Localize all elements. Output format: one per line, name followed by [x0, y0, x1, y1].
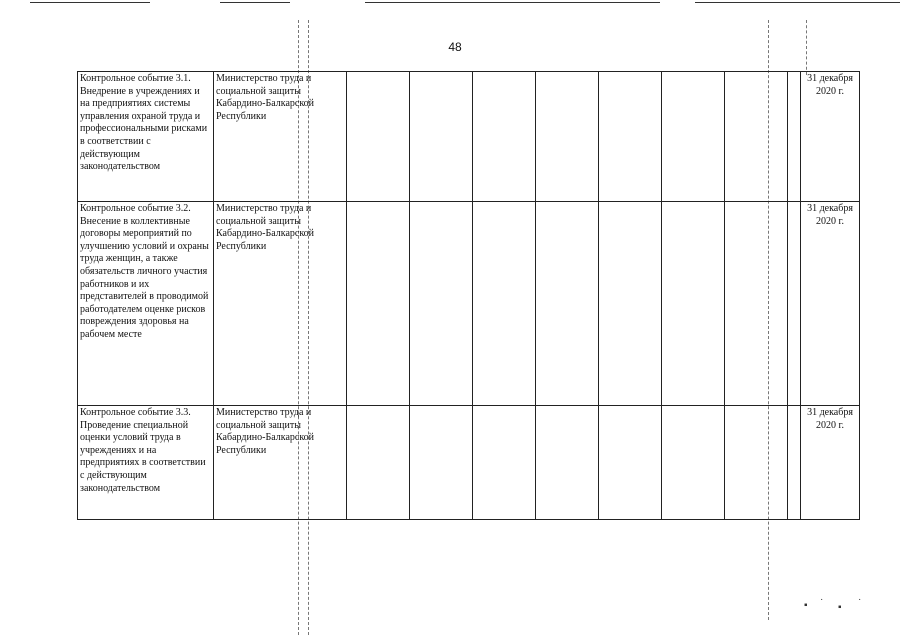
empty-cell [788, 202, 801, 406]
empty-cell [599, 72, 662, 202]
empty-cell [536, 406, 599, 520]
event-cell: Контрольное событие 3.3. Проведение специальной оценки условий труда в учреждениях и на предприятиях в соответствии с действующим законодательством [78, 406, 214, 520]
scan-artifact-line [365, 2, 660, 3]
scan-artifact-line [30, 2, 150, 3]
empty-cell [599, 202, 662, 406]
event-cell: Контрольное событие 3.1. Внедрение в учреждениях и на предприятиях системы управления охраной труда и профессиональными рисками в соответствии с действующим законодательством [78, 72, 214, 202]
empty-cell [599, 406, 662, 520]
empty-cell [662, 72, 725, 202]
scan-speck: ˙ [858, 598, 862, 609]
executor-cell: Министерство труда и социальной защиты Кабардино-Балкарской Республики [214, 202, 347, 406]
empty-cell [473, 72, 536, 202]
scan-artifact-vertical [806, 20, 807, 75]
empty-cell [536, 202, 599, 406]
empty-cell [536, 72, 599, 202]
event-cell: Контрольное событие 3.2. Внесение в коллективные договоры мероприятий по улучшению условий и охраны труда женщин, а также обязательств личного участия работников и их представителей в проводимой работодателем оценке рисков повреждения здоровья на рабочем месте [78, 202, 214, 406]
empty-cell [410, 202, 473, 406]
empty-cell [788, 72, 801, 202]
empty-cell [473, 202, 536, 406]
page-number: 48 [448, 40, 462, 54]
date-cell: 31 декабря 2020 г. [801, 72, 860, 202]
empty-cell [347, 72, 410, 202]
empty-cell [662, 406, 725, 520]
scan-speck: ˙ [820, 598, 824, 609]
empty-cell [725, 202, 788, 406]
empty-cell [347, 202, 410, 406]
empty-cell [725, 72, 788, 202]
table-row [78, 406, 860, 520]
table-row [78, 202, 860, 406]
control-events-table [77, 71, 860, 520]
empty-cell [788, 406, 801, 520]
executor-cell: Министерство труда и социальной защиты Кабардино-Балкарской Республики [214, 72, 347, 202]
date-cell: 31 декабря 2020 г. [801, 406, 860, 520]
scan-speck: ▪ [838, 602, 842, 613]
table-row [78, 72, 860, 202]
empty-cell [662, 202, 725, 406]
empty-cell [725, 406, 788, 520]
scan-speck: ▪ [804, 600, 808, 611]
date-cell: 31 декабря 2020 г. [801, 202, 860, 406]
empty-cell [410, 72, 473, 202]
scan-artifact-line [220, 2, 290, 3]
empty-cell [347, 406, 410, 520]
empty-cell [473, 406, 536, 520]
executor-cell: Министерство труда и социальной защиты Кабардино-Балкарской Республики [214, 406, 347, 520]
scan-artifact-line [695, 2, 900, 3]
empty-cell [410, 406, 473, 520]
